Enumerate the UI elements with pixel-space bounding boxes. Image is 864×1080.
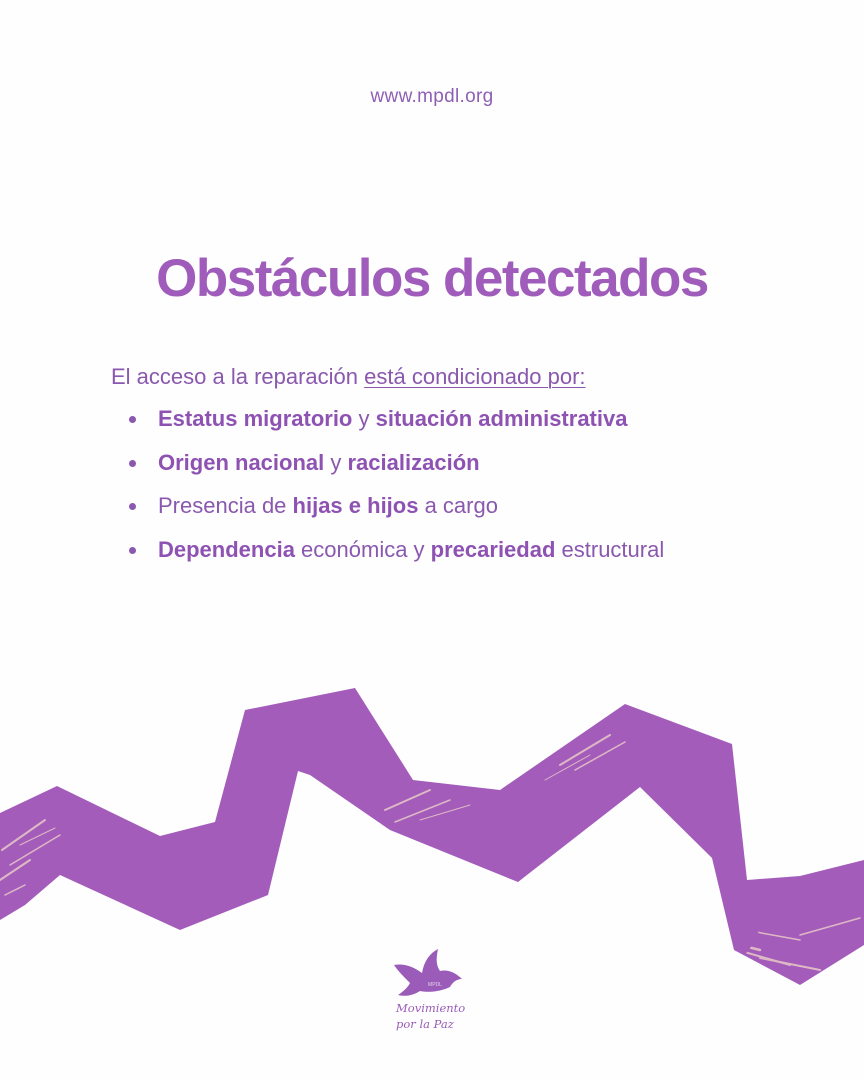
bold-term: hijas e hijos xyxy=(292,493,419,518)
logo-badge-text: MPDL xyxy=(428,982,442,988)
bold-term: Dependencia xyxy=(158,536,295,562)
list-item xyxy=(158,447,664,491)
logo-line-1: Movimiento xyxy=(396,1001,466,1015)
plain-text: económica y xyxy=(294,536,431,562)
plain-text: Presencia de xyxy=(158,493,293,518)
intro-underlined: está condicionado por: xyxy=(364,364,586,389)
list-item xyxy=(158,490,664,534)
bold-term: situación administrativa xyxy=(375,406,628,431)
plain-text: y xyxy=(324,449,348,475)
logo-wordmark xyxy=(396,1000,476,1032)
page-title: Obstáculos detectados xyxy=(156,249,708,308)
obstacles-list xyxy=(158,403,664,577)
bold-term: precariedad xyxy=(430,536,556,562)
list-item xyxy=(158,534,664,578)
wave-shape xyxy=(0,688,864,985)
bold-term: racialización xyxy=(347,449,480,475)
plain-text: y xyxy=(352,406,376,431)
website-url: www.mpdl.org xyxy=(370,86,494,107)
logo-line-2: por la Paz xyxy=(396,1017,454,1031)
intro-plain: El acceso a la reparación xyxy=(111,364,365,389)
plain-text: estructural xyxy=(555,536,665,562)
plain-text: a cargo xyxy=(418,493,498,518)
bold-term: Origen nacional xyxy=(158,449,325,475)
list-item xyxy=(158,403,664,447)
intro-text xyxy=(111,364,586,390)
bold-term: Estatus migratorio xyxy=(158,406,353,431)
